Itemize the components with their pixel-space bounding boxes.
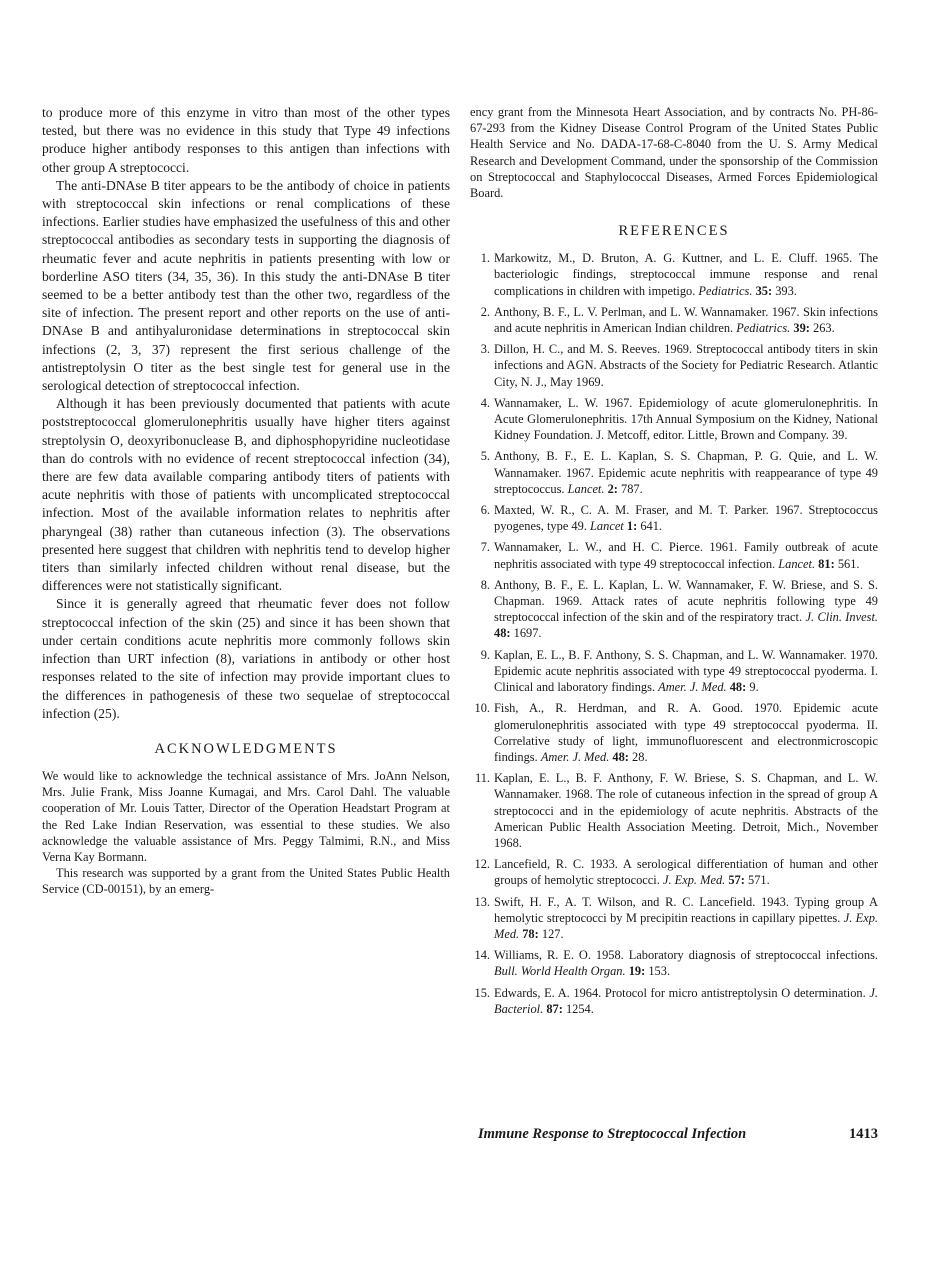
reference-item xyxy=(470,985,878,1017)
reference-text: Edwards, E. A. 1964. Protocol for micro antistreptolysin O determination. xyxy=(494,985,866,1000)
reference-volume: 19: xyxy=(628,964,646,979)
reference-number: 8. xyxy=(480,577,490,592)
reference-text: Anthony, B. F., L. V. Perlman, and L. W. Wannamaker. 1967. Skin infections and acute nephritis in American Indian children. xyxy=(494,304,878,336)
reference-volume: 48: xyxy=(494,626,511,641)
reference-number: 14. xyxy=(474,948,490,963)
reference-number: 13. xyxy=(474,894,490,909)
reference-number: 5. xyxy=(480,449,490,464)
reference-pages: 1254. xyxy=(565,1001,594,1016)
reference-journal: Lancet. xyxy=(567,481,605,496)
reference-number: 11. xyxy=(474,771,490,786)
page-footer xyxy=(470,1126,878,1143)
reference-pages: 1697. xyxy=(513,626,542,641)
reference-pages: 263. xyxy=(813,321,835,336)
reference-text: Kaplan, E. L., B. F. Anthony, S. S. Chapman, and L. W. Wannamaker. 1970. Epidemic acute nephritis associated with type 49 streptococcal pyoderma. I. Clinical and laboratory findings. xyxy=(494,647,878,695)
reference-text: Dillon, H. C., and M. S. Reeves. 1969. Streptococcal antibody titers in skin infections and AGN. Abstracts of the Society for Pediatric Research. Atlantic City, N. J., May 1969. xyxy=(494,342,878,389)
reference-pages: 561. xyxy=(837,556,860,571)
reference-volume: 2: xyxy=(607,481,618,496)
reference-number: 7. xyxy=(480,540,490,555)
right-column xyxy=(470,104,878,1022)
acknowledgments-paragraph: This research was supported by a grant from the United States Public Health Service (CD-00151), by an emerg- xyxy=(42,866,450,897)
reference-pages: 787. xyxy=(621,481,643,496)
reference-number: 12. xyxy=(474,857,490,872)
reference-item xyxy=(470,947,878,979)
acknowledgments-continued: ency grant from the Minnesota Heart Association, and by contracts No. PH-86-67-293 from the Kidney Disease Control Program of the United States Public Health Service and No. DADA-17-68-C-8040 from the U. S. Army Medical Research and Development Command, under the sponsorship of the Commission on Streptococcal and Staphylococcal Diseases, Armed Forces Epidemiological Board. xyxy=(470,105,878,201)
reference-text: Anthony, B. F., E. L. Kaplan, S. S. Chapman, P. G. Quie, and L. W. Wannamaker. 1967. Epidemic acute nephritis with reappearance of type 49 streptococcus. xyxy=(494,449,878,496)
reference-text: Anthony, B. F., E. L. Kaplan, L. W. Wannamaker, F. W. Briese, and S. S. Chapman. 1969. Attack rates of acute nephritis following type 49 streptococcal infection of the skin and of the respiratory tract. xyxy=(494,577,878,625)
reference-pages: 571. xyxy=(748,873,770,888)
reference-item xyxy=(470,250,878,299)
page-number: 1413 xyxy=(849,1126,878,1142)
reference-item xyxy=(470,894,878,943)
reference-journal: Bull. World Health Organ. xyxy=(494,964,626,979)
reference-item xyxy=(470,577,878,642)
reference-text: Maxted, W. R., C. A. M. Fraser, and M. T. Parker. 1967. Streptococcus pyogenes, type 49. xyxy=(494,503,878,534)
reference-volume: 81: xyxy=(818,556,835,571)
reference-volume: 48: xyxy=(612,749,629,764)
references-list xyxy=(470,250,878,1017)
reference-text: Markowitz, M., D. Bruton, A. G. Kuttner, and L. E. Cluff. 1965. The bacteriologic findings, streptococcal immune response and renal complications in children with impetigo. xyxy=(494,251,878,298)
reference-item xyxy=(470,502,878,534)
reference-item xyxy=(470,647,878,696)
reference-pages: 393. xyxy=(775,283,797,298)
reference-volume: 57: xyxy=(728,873,745,888)
reference-text: Kaplan, E. L., B. F. Anthony, F. W. Briese, S. S. Chapman, and L. W. Wannamaker. 1968. The role of cutaneous infection in the spread of group A streptococci and in the epidemiology of acute nephritis. Abstracts of the American Public Health Association Meeting. Detroit, Mich., November 1968. xyxy=(494,771,878,850)
reference-number: 3. xyxy=(480,342,490,357)
reference-journal: J. Exp. Med. xyxy=(662,873,726,888)
reference-number: 6. xyxy=(480,503,490,518)
reference-volume: 39: xyxy=(793,321,810,336)
reference-journal: J. Clin. Invest. xyxy=(805,610,878,625)
acknowledgments-paragraph: We would like to acknowledge the technical assistance of Mrs. JoAnn Nelson, Mrs. Julie Frank, Miss Joanne Kumagai, and Mrs. Carol Dahl. The valuable cooperation of Mr. Louis Tatter, Director of the Operation Headstart Program at the Red Lake Indian Reservation, was essential to these studies. We also acknowledge the valuable assistance of Mrs. Peggy Talmimi, R.N., and Miss Verna Kay Bormann. xyxy=(42,768,450,864)
reference-text: Williams, R. E. O. 1958. Laboratory diagnosis of streptococcal infections. xyxy=(494,948,878,963)
reference-pages: 28. xyxy=(632,749,648,764)
reference-journal: Pediatrics. xyxy=(736,321,791,336)
reference-journal: Lancet. xyxy=(778,556,816,571)
reference-text: Swift, H. F., A. T. Wilson, and R. C. Lancefield. 1943. Typing group A hemolytic streptococci by M precipitin reactions in capillary pipettes. xyxy=(494,894,878,925)
reference-item xyxy=(470,448,878,497)
reference-pages: 153. xyxy=(648,964,671,979)
reference-volume: 87: xyxy=(546,1001,563,1016)
running-title: Immune Response to Streptococcal Infection xyxy=(478,1126,747,1142)
body-paragraph: Since it is generally agreed that rheumatic fever does not follow streptococcal infection of the skin (25) and since it has been shown that under certain conditions acute nephritis more commonly follows skin infection than URT infection (8), variations in antibody or other host responses related to the site of infection may provide important clues to the differences in pathogenesis of these two sequelae of streptococcal infection (25). xyxy=(42,596,450,721)
reference-pages: 9. xyxy=(749,680,759,695)
reference-pages: 127. xyxy=(541,926,564,941)
reference-text: Wannamaker, L. W., and H. C. Pierce. 1961. Family outbreak of acute nephritis associated with type 49 streptococcal infection. xyxy=(494,540,878,571)
reference-journal: Amer. J. Med. xyxy=(658,680,727,695)
reference-item xyxy=(470,770,878,851)
reference-journal: Amer. J. Med. xyxy=(540,749,610,764)
reference-item xyxy=(470,700,878,765)
body-paragraph: Although it has been previously documented that patients with acute poststreptococcal glomerulonephritis usually have higher titers against streptolysin O, deoxyribonuclease B, and diphosphopyridine nucleotidase than do controls with no evidence of recent streptococcal infection (34), there are few data available comparing antibody titers of patients with acute nephritis with those of patients with uncomplicated streptococcal infection. Most of the available information relates to nephritis after pharyngeal (38) rather than cutaneous infection (3). The observations presented here suggest that children with nephritis tend to develop higher titers than similarly infected children without renal disease, but the differences were not statistically significant. xyxy=(42,396,450,594)
reference-number: 2. xyxy=(480,304,490,319)
body-paragraph: The anti-DNAse B titer appears to be the antibody of choice in patients with streptococcal skin infections or renal complications of these infections. Earlier studies have emphasized the usefulness of this and other streptococcal antibodies as secondary tests in supporting the diagnosis of rheumatic fever and acute nephritis in patients presenting with low or borderline ASO titers (34, 35, 36). In this study the anti-DNAse B titer seemed to be a better antibody test than the other two, regardless of the site of infection. The present report and other reports on the use of anti-DNAse B and antihyaluronidase determinations in streptococcal skin infections (2, 3, 37) represent the first serious challenge of the antistreptolysin O titer as the best single test for general use in the serological detection of streptococcal infection. xyxy=(42,177,450,394)
reference-journal: J. Bacteriol. xyxy=(494,985,878,1016)
reference-text: Lancefield, R. C. 1933. A serological differentiation of human and other groups of hemolytic streptococci. xyxy=(494,857,878,888)
reference-number: 1. xyxy=(480,251,490,266)
reference-volume: 35: xyxy=(755,283,773,298)
reference-item xyxy=(470,395,878,444)
reference-volume: 48: xyxy=(729,680,747,695)
left-column xyxy=(42,104,450,898)
reference-journal: Pediatrics. xyxy=(698,283,753,298)
reference-item xyxy=(470,341,878,390)
reference-item xyxy=(470,539,878,571)
reference-number: 10. xyxy=(474,701,490,716)
reference-number: 4. xyxy=(480,395,490,410)
reference-journal: J. Exp. Med. xyxy=(494,910,878,941)
reference-pages: 641. xyxy=(640,519,662,534)
reference-text: Fish, A., R. Herdman, and R. A. Good. 1970. Epidemic acute glomerulonephritis associated with type 49 streptococcal pyoderma. II. Correlative study of light, immunofluorescent and electronmicroscopic findings. xyxy=(494,701,878,764)
reference-volume: 1: xyxy=(626,519,638,534)
reference-item xyxy=(470,856,878,888)
reference-number: 15. xyxy=(474,985,490,1000)
acknowledgments-heading: ACKNOWLEDGMENTS xyxy=(154,740,338,757)
body-paragraph: to produce more of this enzyme in vitro than most of the other types tested, but there was no evidence in this study that Type 49 infections produce higher antibody responses to this antigen than infections with other group A streptococci. xyxy=(42,105,450,175)
reference-item xyxy=(470,304,878,336)
reference-journal: Lancet xyxy=(590,519,624,534)
reference-text: Wannamaker, L. W. 1967. Epidemiology of acute glomerulonephritis. In Acute Glomerulonephritis. 17th Annual Symposium on the Kidney, National Kidney Foundation. J. Metcoff, editor. Little, Brown and Company. 39. xyxy=(494,395,878,443)
reference-volume: 78: xyxy=(522,926,539,941)
reference-number: 9. xyxy=(480,647,490,662)
references-heading: REFERENCES xyxy=(618,223,730,240)
